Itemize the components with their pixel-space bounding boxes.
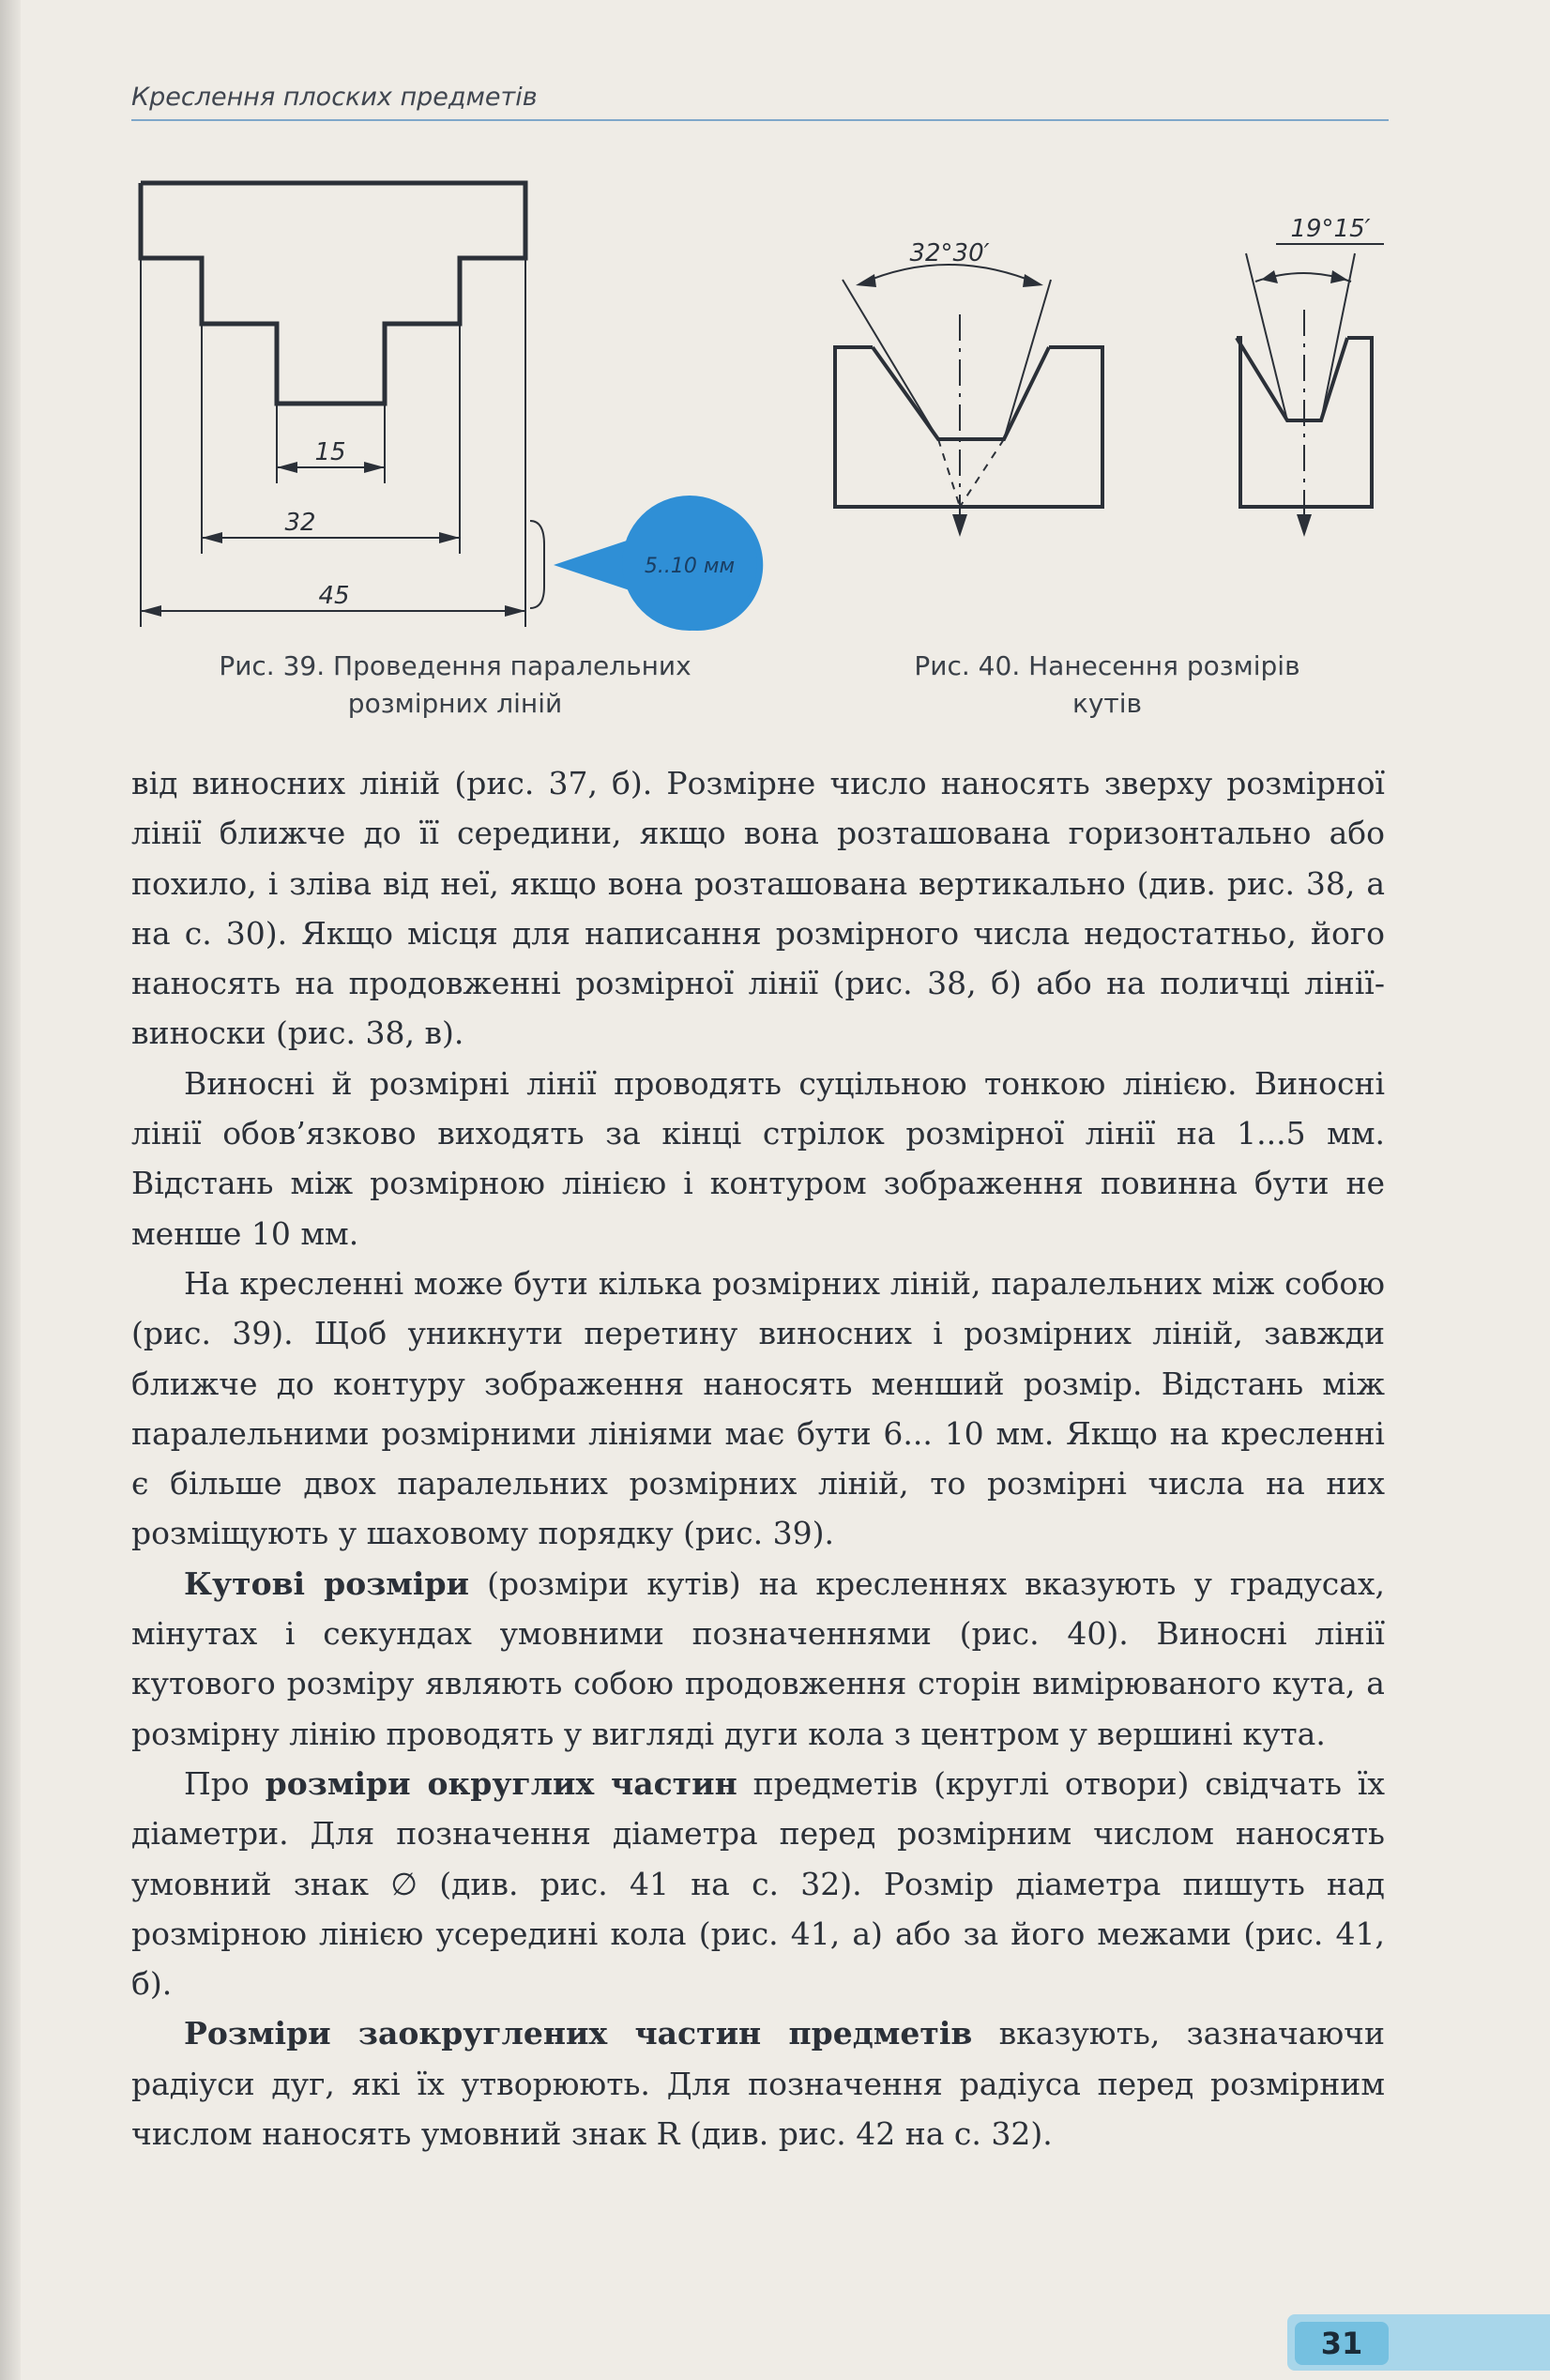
paragraph-6	[131, 2008, 1385, 2159]
figure-40-caption-line2: кутів	[1071, 688, 1143, 719]
paragraph-5-text: предметів (круглі отвори) свідчать їх діаметри. Для позначення діаметра перед розмірним числом наносять умовний знак ∅ (див. рис. 41 на с. 32). Розмір діаметра пишуть над розмірною лінією усередині кола (рис. 41, а) або за його межами (рис. 41, б).	[131, 1764, 1385, 2003]
paragraph-1: від виносних ліній (рис. 37, б). Розмірне число наносять зверху розмірної лінії ближче до її середини, якщо вона розташована горизонтально або похило, і зліва від неї, якщо вона розташована вертикально (див. рис. 38, а на с. 30). Якщо місця для написання розмірного числа недостатньо, його наносять на продовженні розмірної лінії (рис. 38, б) або на поличці лінії-виноски (рис. 38, в).	[131, 765, 1385, 1052]
fig39-dim-small: 15	[314, 438, 346, 466]
fig40-angle-right: 19°15′	[1290, 215, 1371, 243]
page-edge	[0, 0, 21, 2380]
figure-40-caption-line1: Рис. 40. Нанесення розмірів	[914, 650, 1300, 681]
term-round-parts-dimensions: розміри округлих частин	[265, 1764, 737, 1802]
fig39-contour	[141, 183, 525, 404]
term-rounded-parts-dimensions: Розміри заокруглених частин предметів	[184, 2015, 973, 2052]
figure-39-caption-line2: розмірних ліній	[347, 688, 563, 719]
figure-39-drawing	[113, 160, 788, 648]
figure-40-caption	[826, 648, 1389, 723]
figure-39-caption-line1: Рис. 39. Проведення паралельних	[219, 650, 691, 681]
page-number: 31	[1295, 2322, 1389, 2365]
fig39-callout-text: 5..10 мм	[644, 555, 736, 578]
paragraph-6-text: вказують, зазначаючи радіуси дуг, які їх утворюють. Для позначення радіуса перед розмірним числом наносять умовний знак R (див. рис. 42 на с. 32).	[131, 2015, 1385, 2153]
paragraph-4	[131, 1559, 1385, 1759]
term-angular-dimensions: Кутові розміри	[184, 1564, 470, 1602]
fig40-angle-left: 32°30′	[909, 239, 990, 267]
fig39-callout-bubble	[554, 496, 763, 631]
figure-40-drawing	[807, 188, 1407, 563]
body-text	[131, 758, 1385, 2159]
running-header	[131, 83, 1389, 121]
running-header-title: Креслення плоских предметів	[131, 83, 538, 112]
paragraph-5	[131, 1759, 1385, 2008]
fig39-dim-middle: 32	[284, 509, 316, 537]
fig40-left-arc	[861, 265, 1038, 283]
paragraph-2: Виносні й розмірні лінії проводять суцільною тонкою лінією. Виносні лінії обов’язково виходять за кінці стрілок розмірної лінії на 1...5 мм. Відстань між розмірною лінією і контуром зображення повинна бути не менше 10 мм.	[131, 1064, 1385, 1252]
paragraph-4-text: (розміри кутів) на кресленнях вказують у градусах, мінутах і секундах умовними позначеннями (рис. 40). Виносні лінії кутового розміру являють собою продовження сторін вимірюваного кута, а розмірну лінію проводять у вигляді дуги кола з центром у вершині кута.	[131, 1564, 1386, 1752]
fig39-dim-large: 45	[318, 582, 350, 610]
paragraph-3: На кресленні може бути кілька розмірних ліній, паралельних між собою (рис. 39). Щоб уникнути перетину виносних і розмірних ліній, завжди ближче до контуру зображення наносять менший розмір. Відстань між паралельними розмірними лініями має бути 6... 10 мм. Якщо на кресленні є більше двох паралельних розмірних ліній, то розмірні числа на них розміщують у шаховому порядку (рис. 39).	[131, 1264, 1385, 1552]
fig40-left-part	[835, 347, 1102, 507]
figure-39-caption	[127, 648, 783, 723]
paragraph-5-start: Про	[184, 1764, 266, 1802]
